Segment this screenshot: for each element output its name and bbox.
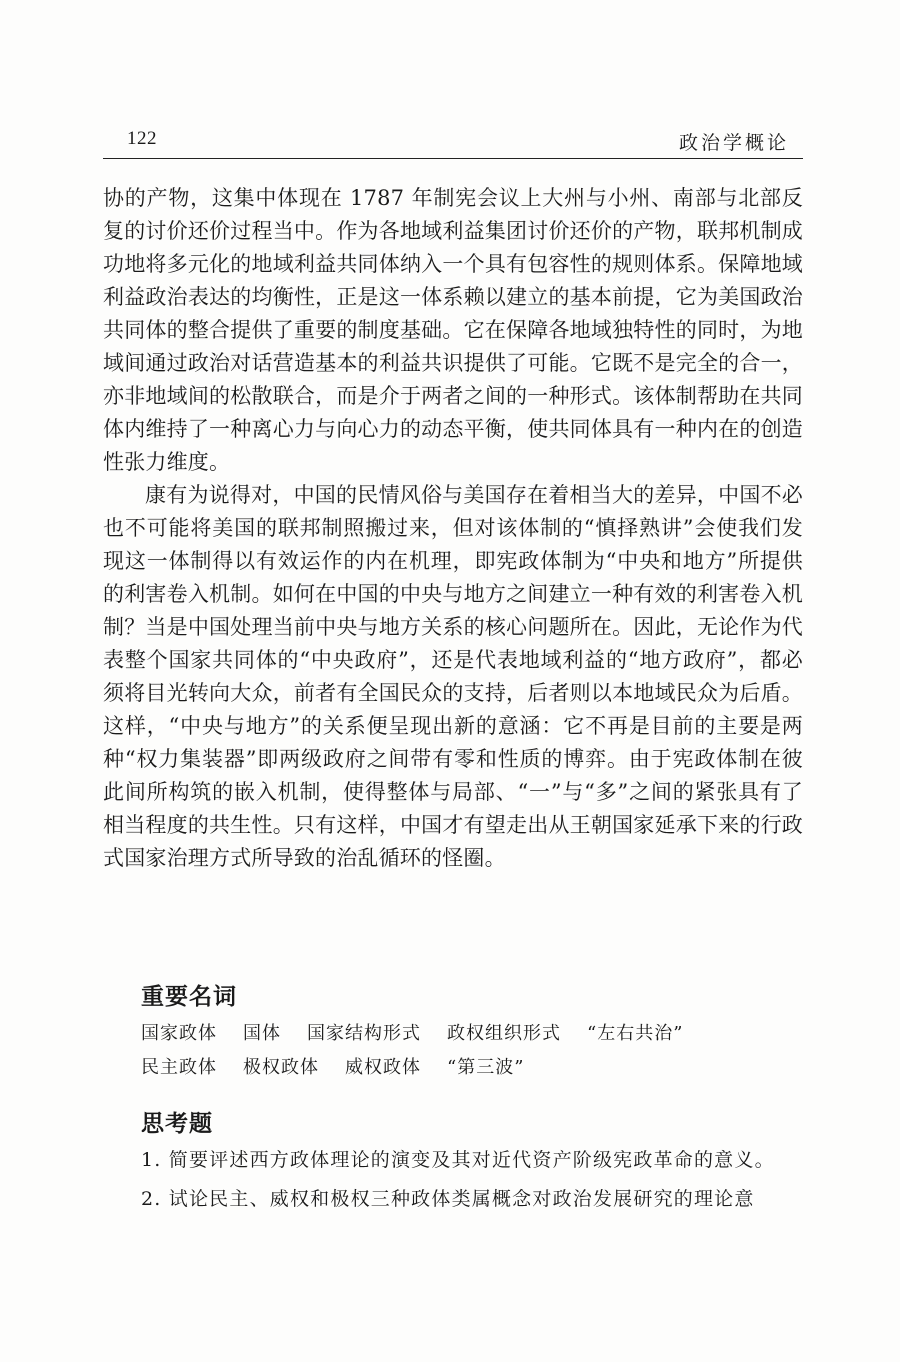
questions-section (103, 1105, 803, 1216)
running-head: 政治学概论 (678, 132, 789, 154)
main-text (103, 182, 803, 875)
key-term: 国体 (243, 1023, 281, 1044)
key-terms-line (141, 1017, 803, 1051)
key-term: 民主政体 (141, 1057, 217, 1078)
key-term: 国家政体 (141, 1023, 217, 1044)
key-term: “左右共治” (587, 1023, 684, 1044)
key-term: 极权政体 (243, 1057, 319, 1078)
page-header (103, 128, 803, 158)
key-terms-title: 重要名词 (141, 984, 237, 1010)
key-terms-list (141, 1017, 803, 1085)
page-number: 122 (127, 128, 157, 149)
paragraph-continued: 协的产物，这集中体现在 1787 年制宪会议上大州与小州、南部与北部反复的讨价还价过程当中。作为各地域利益集团讨价还价的产物，联邦机制成功地将多元化的地域利益共同体纳入一个具有包容性的规则体系。保障地域利益政治表达的均衡性，正是这一体系赖以建立的基本前提，它为美国政治共同体的整合提供了重要的制度基础。它在保障各地域独特性的同时，为地域间通过政治对话营造基本的利益共识提供了可能。它既不是完全的合一，亦非地域间的松散联合，而是介于两者之间的一种形式。该体制帮助在共同体内维持了一种离心力与向心力的动态平衡，使共同体具有一种内在的创造性张力维度。 (103, 186, 803, 474)
key-term: 政权组织形式 (447, 1023, 561, 1044)
questions-title: 思考题 (141, 1111, 213, 1137)
key-terms-section (103, 978, 803, 1085)
key-term: 国家结构形式 (307, 1023, 421, 1044)
paragraph: 康有为说得对，中国的民情风俗与美国存在着相当大的差异，中国不必也不可能将美国的联邦制照搬过来，但对该体制的“慎择熟讲”会使我们发现这一体制得以有效运作的内在机理，即宪政体制为“中央和地方”所提供的利害卷入机制。如何在中国的中央与地方之间建立一种有效的利害卷入机制？当是中国处理当前中央与地方关系的核心问题所在。因此，无论作为代表整个国家共同体的“中央政府”，还是代表地域利益的“地方政府”，都必须将目光转向大众，前者有全国民众的支持，后者则以本地域民众为后盾。这样，“中央与地方”的关系便呈现出新的意涵：它不再是目前的主要是两种“权力集装器”即两级政府之间带有零和性质的博弈。由于宪政体制在彼此间所构筑的嵌入机制，使得整体与局部、“一”与“多”之间的紧张具有了相当程度的共生性。只有这样，中国才有望走出从王朝国家延承下来的行政式国家治理方式所导致的治乱循环的怪圈。 (103, 483, 803, 870)
key-term: “第三波” (447, 1057, 525, 1078)
header-rule (103, 158, 803, 159)
question-item: 1. 简要评述西方政体理论的演变及其对近代资产阶级宪政革命的意义。 (141, 1149, 775, 1171)
key-term: 威权政体 (345, 1057, 421, 1078)
question-item: 2. 试论民主、威权和极权三种政体类属概念对政治发展研究的理论意 (141, 1188, 755, 1210)
key-terms-line (141, 1051, 803, 1085)
